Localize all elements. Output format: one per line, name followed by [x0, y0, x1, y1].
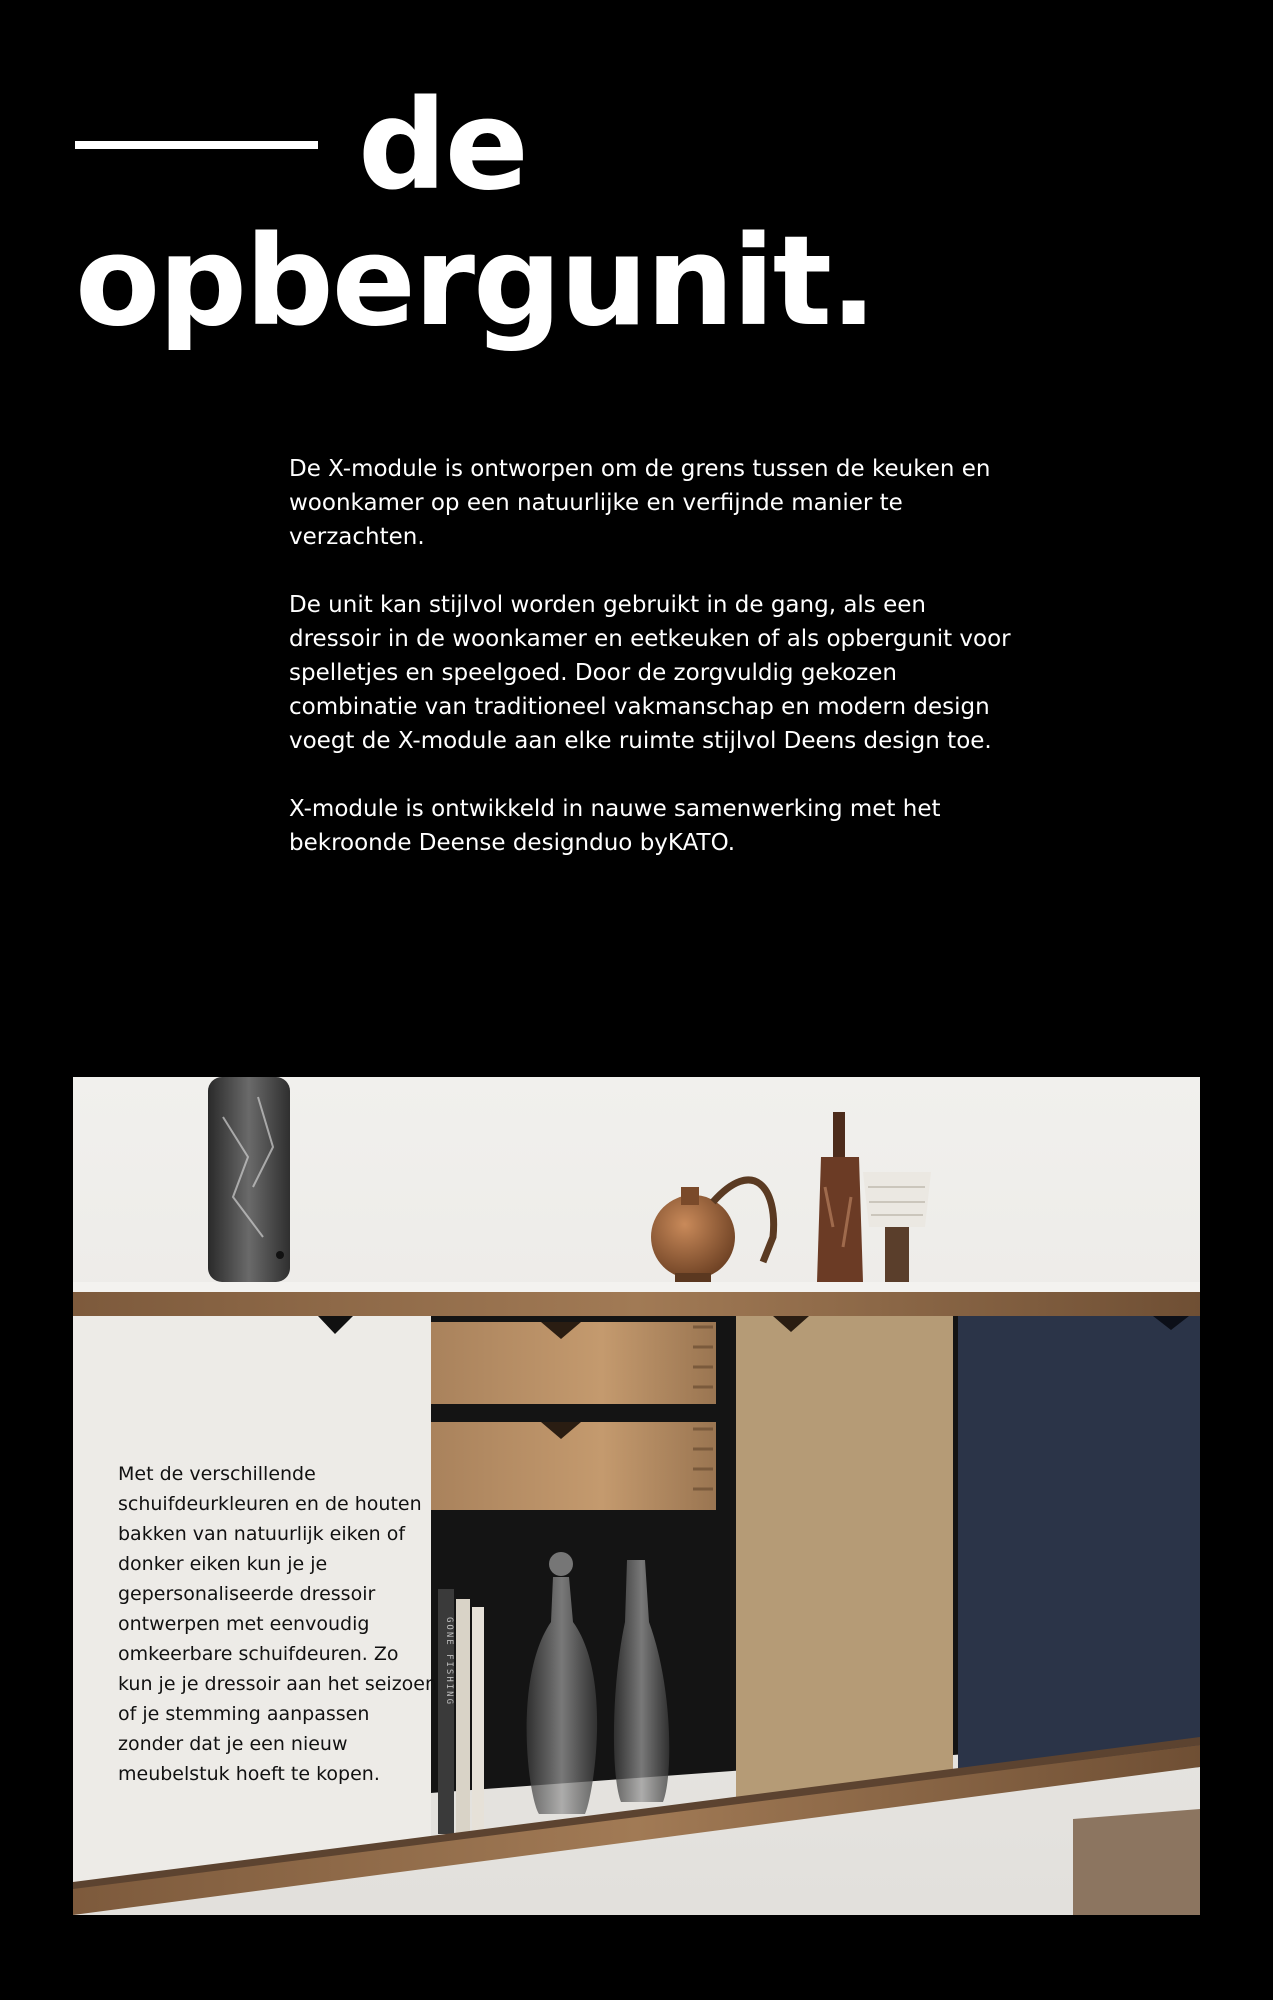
intro-paragraph-2: De unit kan stijlvol worden gebruikt in de gang, als een dressoir in de woonkamer en eetkeuken of als opbergunit voor spelletjes en speelgoed. Door de zorgvuldig gekozen combinatie van traditioneel vakmanschap en modern design voegt de X-module aan elke ruimte stijlvol Deens design toe.	[289, 592, 1011, 754]
photo-caption: Met de verschillende schuifdeurkleuren en de houten bakken van natuurlijk eiken of donker eiken kun je je gepersonaliseerde dressoir ontwerpen met eenvoudig omkeerbare schuifdeuren. Zo kun je je dressoir aan het seizoen of je stemming aanpassen zonder dat je een nieuw meubelstuk hoeft te kopen.	[118, 1463, 438, 1785]
books	[438, 1589, 484, 1835]
book-spine-title: GONE FISHING	[444, 1617, 454, 1707]
intro-paragraph-1: De X-module is ontworpen om de grens tussen de keuken en woonkamer op een natuurlijke en verfijnde manier te verzachten.	[289, 456, 991, 550]
door-sand	[736, 1316, 953, 1805]
headline-line-2: opbergunit.	[75, 210, 876, 354]
intro-text	[289, 452, 1019, 894]
headline-line-1: de	[358, 74, 527, 218]
headline	[75, 74, 876, 354]
floor	[1073, 1809, 1200, 1915]
door-navy	[958, 1316, 1200, 1785]
top-shelf	[73, 1282, 1200, 1292]
oak-top	[73, 1292, 1200, 1316]
marble-lamp	[208, 1077, 290, 1282]
intro-paragraph-3: X-module is ontwikkeld in nauwe samenwerking met het bekroonde Deense designduo byKATO.	[289, 796, 941, 856]
